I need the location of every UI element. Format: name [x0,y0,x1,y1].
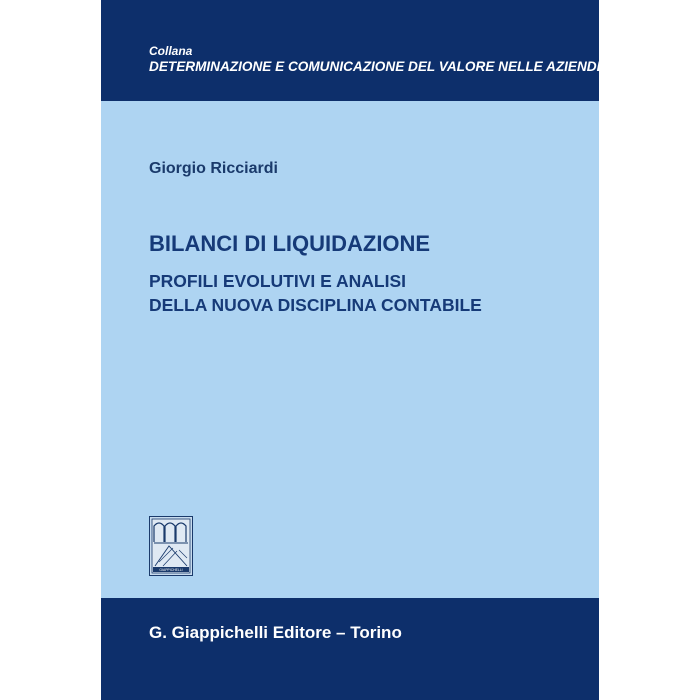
series-title: DETERMINAZIONE E COMUNICAZIONE DEL VALORE NELLE AZIENDE [149,59,606,74]
subtitle-line-1: PROFILI EVOLUTIVI E ANALISI [149,271,407,291]
book-cover [101,0,606,700]
publisher-name: G. Giappichelli Editore – Torino [149,623,402,642]
emblem-text: GIAPPICHELLI [159,568,183,573]
arched-courtyard-logo-icon [149,516,193,576]
series-label: Collana [149,44,193,58]
publisher-band [101,598,599,700]
author-name: Giorgio Ricciardi [149,160,278,177]
subtitle-line-2: DELLA NUOVA DISCIPLINA CONTABILE [149,295,482,315]
book-title: BILANCI DI LIQUIDAZIONE [149,231,431,256]
series-band [101,0,606,101]
